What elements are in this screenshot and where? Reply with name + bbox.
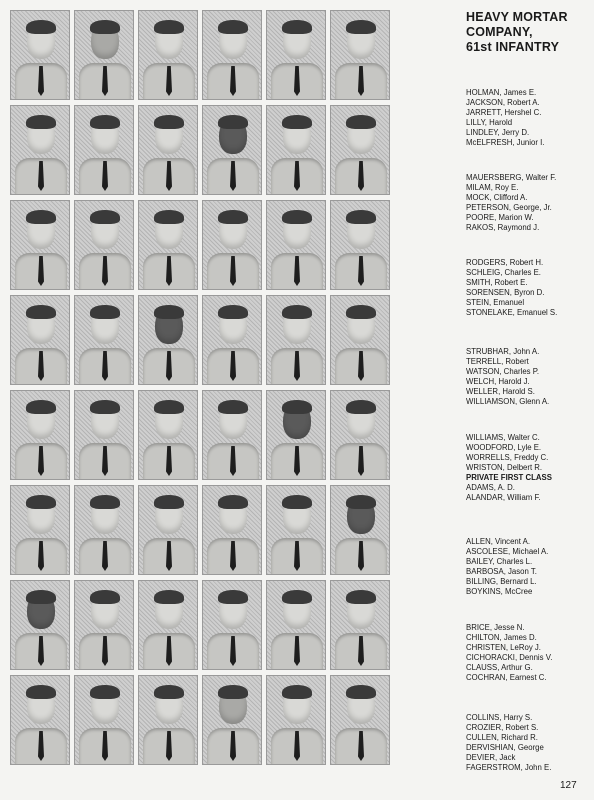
- member-name: DERVISHIAN, George: [466, 743, 544, 752]
- page-number: 127: [560, 780, 577, 791]
- name-group: [466, 433, 590, 503]
- member-name: WILLIAMSON, Glenn A.: [466, 397, 550, 406]
- member-name: CROZIER, Robert S.: [466, 723, 539, 732]
- name-group: [466, 537, 590, 597]
- portrait-grid: [10, 10, 390, 765]
- portrait-photo: [138, 580, 198, 670]
- member-name: WELCH, Harold J.: [466, 377, 530, 386]
- member-name: HOLMAN, James E.: [466, 88, 537, 97]
- portrait-photo: [10, 295, 70, 385]
- member-name: CULLEN, Richard R.: [466, 733, 538, 742]
- portrait-photo: [138, 390, 198, 480]
- member-name: RAKOS, Raymond J.: [466, 223, 540, 232]
- portrait-photo: [10, 485, 70, 575]
- portrait-photo: [266, 485, 326, 575]
- portrait-photo: [10, 580, 70, 670]
- name-group: [466, 347, 590, 407]
- portrait-photo: [266, 295, 326, 385]
- portrait-photo: [74, 105, 134, 195]
- portrait-photo: [202, 485, 262, 575]
- member-name: RODGERS, Robert H.: [466, 258, 544, 267]
- portrait-photo: [330, 675, 390, 765]
- member-name: FAGERSTROM, John E.: [466, 763, 552, 772]
- portrait-photo: [10, 10, 70, 100]
- member-name: COLLINS, Harry S.: [466, 713, 533, 722]
- member-name: CHILTON, James D.: [466, 633, 537, 642]
- title-line-2: COMPANY,: [466, 25, 533, 39]
- portrait-photo: [330, 390, 390, 480]
- member-name: WRISTON, Delbert R.: [466, 463, 543, 472]
- member-name: LINDLEY, Jerry D.: [466, 128, 530, 137]
- member-name: BRICE, Jesse N.: [466, 623, 525, 632]
- rank-heading: PRIVATE FIRST CLASS: [466, 473, 552, 482]
- name-group: [466, 258, 590, 318]
- title-line-3: 61st INFANTRY: [466, 40, 560, 54]
- member-name: SORENSEN, Byron D.: [466, 288, 545, 297]
- member-name: CLAUSS, Arthur G.: [466, 663, 533, 672]
- member-name: STRUBHAR, John A.: [466, 347, 540, 356]
- member-name: SCHLEIG, Charles E.: [466, 268, 541, 277]
- portrait-photo: [202, 200, 262, 290]
- member-name: BOYKINS, McCree: [466, 587, 533, 596]
- member-name: STEIN, Emanuel: [466, 298, 525, 307]
- portrait-photo: [138, 105, 198, 195]
- portrait-photo: [10, 390, 70, 480]
- portrait-photo: [202, 295, 262, 385]
- portrait-photo: [10, 675, 70, 765]
- portrait-photo: [74, 200, 134, 290]
- member-name: CICHORACKI, Dennis V.: [466, 653, 553, 662]
- portrait-photo: [202, 675, 262, 765]
- portrait-photo: [330, 295, 390, 385]
- portrait-photo: [202, 10, 262, 100]
- portrait-photo: [266, 390, 326, 480]
- portrait-photo: [202, 390, 262, 480]
- portrait-photo: [74, 390, 134, 480]
- member-name: JARRETT, Hershel C.: [466, 108, 542, 117]
- portrait-photo: [266, 10, 326, 100]
- member-name: McELFRESH, Junior I.: [466, 138, 545, 147]
- portrait-photo: [74, 580, 134, 670]
- member-name: MOCK, Clifford A.: [466, 193, 528, 202]
- member-name: MAUERSBERG, Walter F.: [466, 173, 557, 182]
- portrait-photo: [266, 200, 326, 290]
- member-name: WOODFORD, Lyle E.: [466, 443, 542, 452]
- member-name: LILLY, Harold: [466, 118, 513, 127]
- member-name: BARBOSA, Jason T.: [466, 567, 537, 576]
- member-name: ALANDAR, William F.: [466, 493, 541, 502]
- portrait-photo: [10, 105, 70, 195]
- portrait-photo: [138, 675, 198, 765]
- portrait-photo: [138, 485, 198, 575]
- member-name: WORRELLS, Freddy C.: [466, 453, 549, 462]
- portrait-photo: [10, 200, 70, 290]
- member-name: CHRISTEN, LeRoy J.: [466, 643, 541, 652]
- member-name: POORE, Marion W.: [466, 213, 534, 222]
- portrait-photo: [266, 580, 326, 670]
- portrait-photo: [330, 200, 390, 290]
- member-name: ADAMS, A. D.: [466, 483, 515, 492]
- name-group: [466, 713, 590, 773]
- portrait-photo: [74, 295, 134, 385]
- portrait-photo: [330, 105, 390, 195]
- portrait-photo: [266, 105, 326, 195]
- member-name: ALLEN, Vincent A.: [466, 537, 531, 546]
- name-group: [466, 88, 590, 148]
- portrait-photo: [74, 675, 134, 765]
- portrait-photo: [266, 675, 326, 765]
- portrait-photo: [74, 10, 134, 100]
- name-group: [466, 623, 590, 683]
- member-name: COCHRAN, Earnest C.: [466, 673, 547, 682]
- member-name: ASCOLESE, Michael A.: [466, 547, 549, 556]
- member-name: SMITH, Robert E.: [466, 278, 528, 287]
- member-name: PETERSON, George, Jr.: [466, 203, 552, 212]
- member-name: WILLIAMS, Walter C.: [466, 433, 540, 442]
- portrait-photo: [138, 295, 198, 385]
- portrait-photo: [330, 485, 390, 575]
- member-name: STONELAKE, Emanuel S.: [466, 308, 558, 317]
- portrait-photo: [202, 580, 262, 670]
- member-name: WELLER, Harold S.: [466, 387, 535, 396]
- name-group: [466, 173, 590, 233]
- portrait-photo: [202, 105, 262, 195]
- member-name: MILAM, Roy E.: [466, 183, 519, 192]
- portrait-photo: [138, 200, 198, 290]
- member-name: WATSON, Charles P.: [466, 367, 540, 376]
- portrait-photo: [330, 10, 390, 100]
- portrait-photo: [138, 10, 198, 100]
- member-name: DEVIER, Jack: [466, 753, 516, 762]
- portrait-photo: [330, 580, 390, 670]
- page-title: [466, 10, 586, 55]
- member-name: JACKSON, Robert A.: [466, 98, 540, 107]
- portrait-photo: [74, 485, 134, 575]
- member-name: BAILEY, Charles L.: [466, 557, 533, 566]
- title-line-1: HEAVY MORTAR: [466, 10, 568, 24]
- member-name: TERRELL, Robert: [466, 357, 529, 366]
- member-name: BILLING, Bernard L.: [466, 577, 537, 586]
